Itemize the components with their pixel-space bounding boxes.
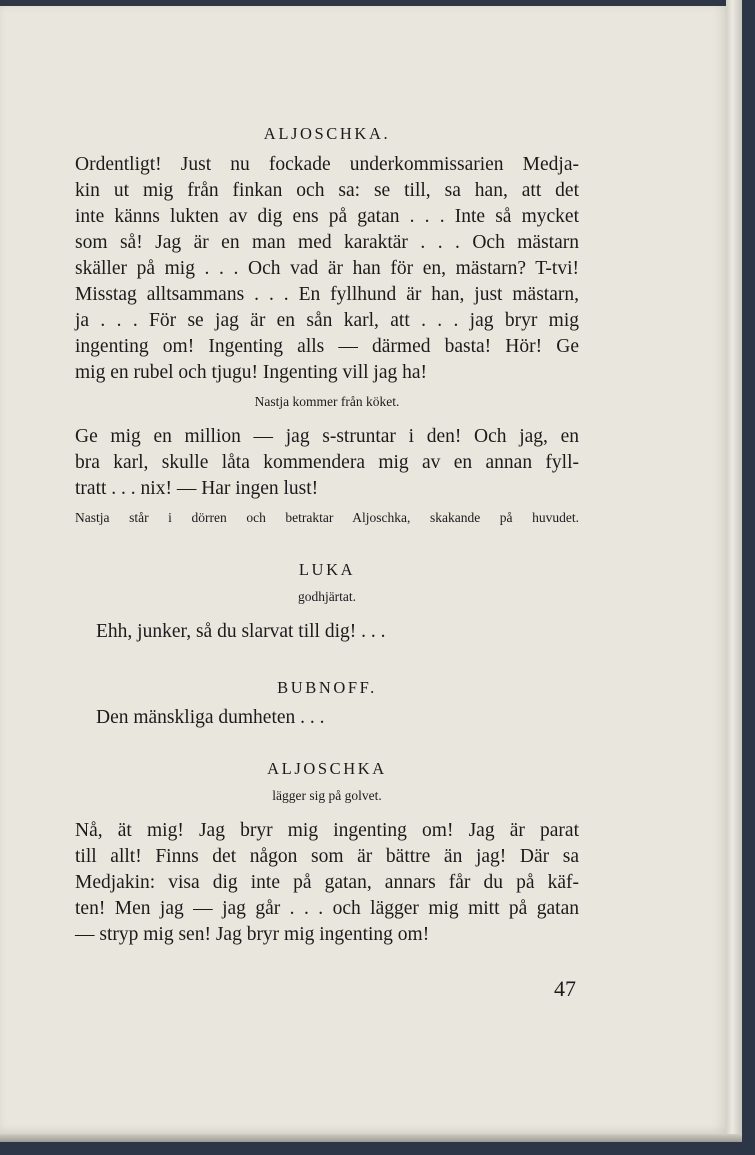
text-line: inte känns lukten av dig ens på gatan . . . Inte så mycket: [75, 206, 579, 227]
text-line: ten! Men jag — jag går . . . och lägger mig mitt på gatan: [75, 898, 579, 919]
stage-direction: Nastja står i dörren och betraktar Aljoschka, skakande på huvudet.: [75, 510, 579, 525]
speaker-heading-luka: LUKA: [298, 560, 356, 579]
text-line: till allt! Finns det någon som är bättre än jag! Där sa: [75, 846, 579, 867]
text-line: ingenting om! Ingenting alls — därmed basta! Hör! Ge: [75, 336, 579, 357]
text-line: skäller på mig . . . Och vad är han för en, mästarn? T-tvi!: [75, 258, 579, 279]
page-edge: [726, 0, 742, 1140]
speaker-heading-aljoschka: ALJOSCHKA: [267, 759, 387, 778]
text-line: tratt . . . nix! — Har ingen lust!: [75, 478, 319, 499]
text-line: kin ut mig från finkan och sa: se till, sa han, att det: [75, 180, 579, 201]
text-line: Medjakin: visa dig inte på gatan, annars får du på käf-: [75, 872, 579, 893]
text-line: som så! Jag är en man med karaktär . . . Och mästarn: [75, 232, 579, 253]
text-line: ja . . . För se jag är en sån karl, att . . . jag bryr mig: [75, 310, 579, 331]
text-line: mig en rubel och tjugu! Ingenting vill jag ha!: [75, 362, 427, 383]
page-bottom-edge: [0, 1134, 742, 1142]
text-line: Misstag alltsammans . . . En fyllhund är han, just mästarn,: [75, 284, 579, 305]
text-line: Nå, ät mig! Jag bryr mig ingenting om! Jag är parat: [75, 820, 579, 841]
stage-direction: godhjärtat.: [297, 589, 357, 604]
page-number: 47: [554, 976, 576, 1001]
text-line: Ehh, junker, så du slarvat till dig! . . .: [96, 621, 386, 642]
stage-direction: lägger sig på golvet.: [272, 788, 382, 803]
speaker-heading-aljoschka: ALJOSCHKA.: [263, 124, 391, 143]
text-line: bra karl, skulle låta kommendera mig av en annan fyll-: [75, 452, 579, 473]
text-line: Ordentligt! Just nu fockade underkommissarien Medja-: [75, 154, 579, 175]
stage-direction: Nastja kommer från köket.: [254, 394, 400, 409]
book-page: [0, 6, 726, 1134]
text-line: Den mänskliga dumheten . . .: [96, 707, 325, 728]
text-line: — stryp mig sen! Jag bryr mig ingenting om!: [75, 924, 430, 945]
text-line: Ge mig en million — jag s-struntar i den! Och jag, en: [75, 426, 579, 447]
speaker-heading-bubnoff: BUBNOFF.: [277, 678, 377, 697]
